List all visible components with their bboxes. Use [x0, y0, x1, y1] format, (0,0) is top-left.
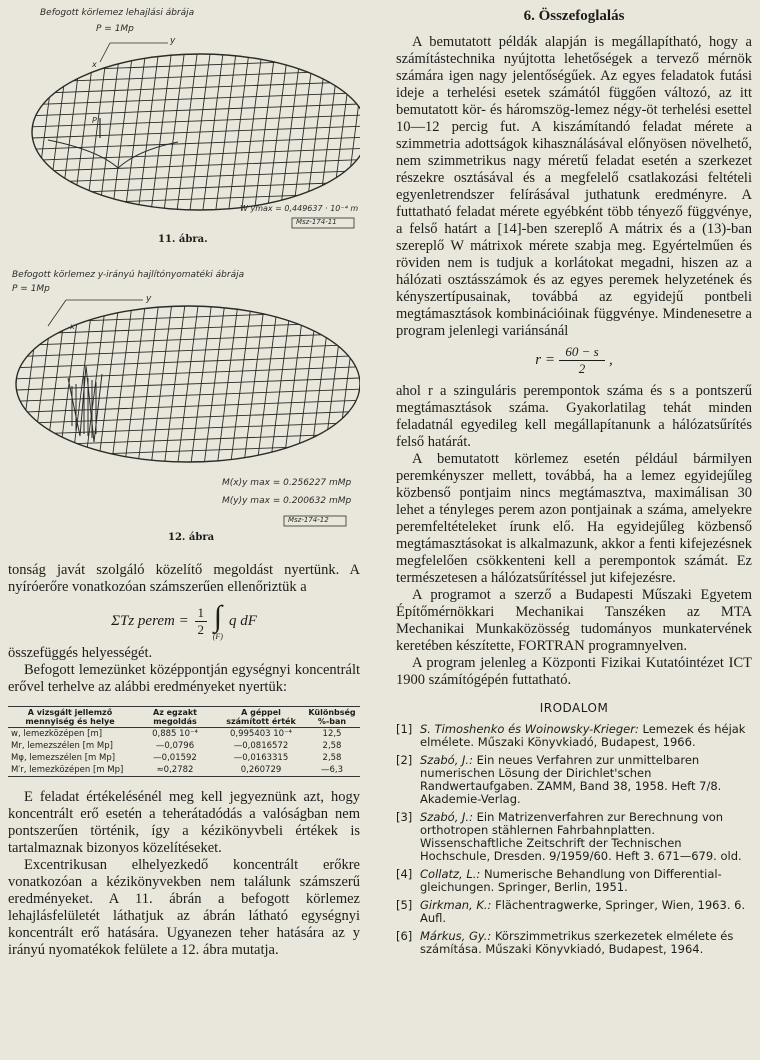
reference-item: [5] Girkman, K.: Flächentragwerke, Springer, Wien, 1963. 6. Aufl. — [396, 898, 746, 925]
figure-12-axis-y: y — [146, 294, 152, 304]
shear-formula-fraction — [195, 605, 207, 638]
figure-11-axis-x: x — [92, 60, 97, 69]
right-paragraph-3: A bemutatott körlemez esetén például bármilyen peremkényszer mellett, továbbá, ha a lemez egyidejűleg közbenső pontjaim nincs megtámasztva, maximálisan 30 lehet a tényleges perem azon pontjainak a száma, amelyekre peremfeltételeket írunk elő. Ha egyidejűleg közbenső megtámasztásokat is alkalmazunk, akkor a fenti kifejezésnek megfelelően csökkenteni kell a perempontok számát. Ez természetesen a hálózatsűrítéssel jut kifejezésre. — [396, 451, 752, 586]
figure-12-caption: 12. ábra — [168, 532, 215, 543]
r-formula-fraction — [559, 344, 605, 377]
figure-11 — [8, 0, 360, 250]
moment-surface-drawing — [8, 266, 360, 550]
figure-12-title: Befogott körlemez y-irányú hajlítónyomatéki ábrája — [12, 270, 245, 280]
r-formula-numerator: 60 − s — [565, 344, 599, 359]
header-computed: A géppel számított érték — [218, 707, 304, 728]
reference-item: [3] Szabó, J.: Ein Matrizenverfahren zur Berechnung von orthotropen stählernen Fahrbahnplatten. Wissenschaftliche Zeitschrift der Technischen Hochschule, Dresden. 9/1959/60. Heft 3. 671—679. old. — [396, 810, 742, 863]
reference-item: [2] Szabó, J.: Ein neues Verfahren zur unmittelbaren numerischen Lösung der Dirichlet'schen Randwertaufgaben. ZAMM, Band 38, 1958. Heft 7/8. Akademie-Verlag. — [396, 753, 722, 806]
figure-12-axis-x: x — [70, 322, 75, 331]
shear-formula-numerator: 1 — [197, 605, 204, 620]
results-table — [8, 706, 360, 777]
figure-12-result-2: M(y)y max = 0.200632 mMp — [222, 496, 352, 506]
figure-11-caption: 11. ábra. — [158, 234, 208, 245]
left-paragraph-3: Befogott lemezünket középpontján egységnyi koncentrált erővel terhelve az alábbi eredményeket nyertük: — [8, 662, 360, 695]
figure-11-point-p: P — [92, 116, 97, 125]
left-body — [8, 562, 360, 959]
right-body — [396, 34, 752, 961]
r-formula-lhs: r = — [535, 352, 555, 368]
integral-domain: (F) — [212, 632, 223, 641]
figure-11-result: W ymax = 0,449637 · 10⁻⁴ m — [240, 204, 359, 213]
section-heading: 6. Összefoglalás — [523, 8, 625, 24]
left-paragraph-2: összefüggés helyességét. — [8, 645, 153, 661]
shear-formula-rhs: q dF — [228, 613, 257, 629]
references-heading: IRODALOM — [539, 701, 609, 715]
table-row: M′r, lemezközépen [m Mp] ≈0,2782 0,260729 —6,3 — [11, 765, 344, 775]
table-row: Mφ, lemezszélen [m Mp] —0,01592 —0,0163315 2,58 — [11, 753, 342, 763]
figure-11-stamp: Msz-174-11 — [296, 218, 337, 226]
left-paragraph-5: Excentrikusan elhelyezkedő koncentrált erőkre vonatkozóan a kézikönyvekben nem találunk számszerű eredményeket. A 11. ábrán a befogott körlemez lehajlásfelületét láthatjuk az ábrán látható egységnyi koncentrált erő hatására. Ugyanezen teher hatására az y irányú nyomatékok felülete a 12. ábra mutatja. — [8, 857, 360, 958]
shear-formula-denominator: 2 — [197, 622, 204, 637]
figure-11-load: P = 1Mp — [96, 24, 134, 34]
shear-formula — [8, 602, 360, 641]
figure-12-stamp: Msz-174-12 — [288, 516, 329, 524]
references-list — [396, 723, 752, 956]
results-table-header — [8, 707, 360, 728]
right-paragraph-5: A program jelenleg a Központi Fizikai Kutatóintézet ICT 1900 számítógépén futtatható. — [396, 655, 752, 688]
r-formula-denominator: 2 — [578, 361, 586, 376]
shear-formula-lhs: ΣTz perem = — [111, 613, 189, 629]
figure-12-load: P = 1Mp — [12, 284, 50, 294]
reference-item: [1] S. Timoshenko és Woinowsky-Krieger: Lemezek és héjak elmélete. Műszaki Könyvkiadó, Budapest, 1966. — [396, 722, 746, 749]
table-row: w, lemezközépen [m] 0,885 10⁻⁴ 0,995403 10⁻⁴ 12,5 — [11, 729, 342, 739]
header-quantity: A vizsgált jellemző mennyiség és helye — [8, 707, 132, 728]
figure-11-title: Befogott körlemez lehajlási ábrája — [40, 8, 195, 18]
figure-12 — [8, 266, 360, 550]
figure-11-axis-y: y — [170, 36, 176, 46]
right-paragraph-2: ahol r a szinguláris perempontok száma és s a pontszerű megtámasztások száma. Gyakorlatilag tehát minden feladatnál egyedileg kell megállapítanunk a hálózatsűrítés felső határát. — [396, 383, 752, 450]
left-paragraph-4: E feladat értékelésénél meg kell jegyeznünk azt, hogy koncentrált erő esetén a teherátadódás a valóságban nem pontszerűen történik, így a kézikönyvbeli értékek is tartalmaznak bizonyos közelítéseket. — [8, 789, 360, 856]
figure-12-result-1: M(x)y max = 0.256227 mMp — [222, 478, 352, 488]
reference-item: [4] Collatz, L.: Numerische Behandlung von Differential-gleichungen. Springer, Berlin, 1951. — [396, 867, 722, 894]
reference-item: [6] Márkus, Gy.: Körszimmetrikus szerkezetek elmélete és számítása. Műszaki Könyvkiadó, Budapest, 1964. — [396, 929, 734, 956]
header-exact: Az egzakt megoldás — [132, 707, 218, 728]
left-paragraph-1: tonság javát szolgáló közelítő megoldást nyertünk. A nyíróerőre vonatkozóan számszerűen ellenőriztük a — [8, 562, 360, 595]
table-row: Mr, lemezszélen [m Mp] —0,0796 —0,0816572 2,58 — [11, 741, 342, 751]
integral-sign: ∫ (F) — [212, 600, 223, 641]
r-formula-end: , — [608, 352, 613, 368]
r-formula — [396, 344, 752, 377]
header-difference: Különbség %-ban — [304, 707, 360, 728]
right-paragraph-4: A programot a szerző a Budapesti Műszaki Egyetem Építőmérnökkari Mechanikai Tanszéken az MTA Mechanikai Munkaközösség tudományos munkatervének keretében készítette, FORTRAN programnyelven. — [396, 587, 752, 654]
right-paragraph-1: A bemutatott példák alapján is megállapítható, hogy a számítástechnika nyújtotta lehetőségek a tervező mérnök számára igen nagy jelentőségűek. Az egyes feladatok futási ideje a terhelési esetek számától függően változó, az itt bemutatott kör- és háromszög-lemez négy-öt terhelési esettel 10—12 percig fut. A kiszámítandó feladat mérete a szimmetria adottságok kihasználásával előnyösen növelhető, nem szimmetrikus nagy méretű feladat esetén a szerkezet részekre osztásával és a megfelelő csatlakozási feltételi egyenletrendszer felírásával juthatunk eredményre. A futtatható feladat mérete egyébként több tényező függvénye, a felső határt a [14]-ben szereplő A mátrix és a (13)-ban szereplő W mátrixok mérete szabja meg. Egyértelműen és röviden nem is tudjuk a korlátokat megadni, hiszen az a hálózati osztásszámok és az egyes peremek helyzetének és kényszertípusainak, továbbá az egyidejű pontbeli megtámasztások kombinációinak függvénye. Mindenesetre a program jelenlegi variánsánál — [396, 34, 752, 339]
